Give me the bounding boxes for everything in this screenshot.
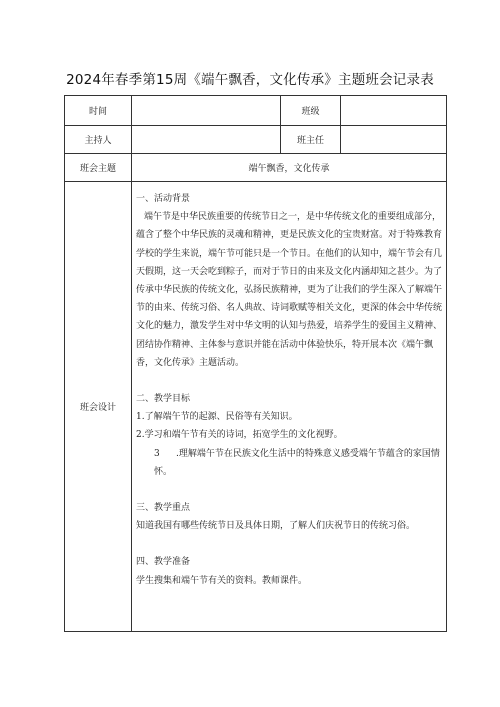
design-label: 班会设计 — [65, 182, 132, 632]
preparation-text: 学生搜集和端午节有关的资料。教师课件。 — [136, 575, 308, 586]
section-title-background: 一、活动背景 — [136, 194, 191, 204]
spacer — [136, 372, 442, 390]
design-content — [132, 182, 447, 632]
goal-item-3 — [136, 445, 442, 481]
row-time-class — [65, 96, 447, 126]
host-value — [132, 126, 281, 154]
focus-text: 知道我国有哪些传统节日及具体日期，了解人们庆祝节日的传统习俗。 — [136, 521, 416, 532]
row-design — [65, 182, 447, 632]
class-value — [341, 96, 447, 126]
section-title-goals: 二、教学目标 — [136, 394, 191, 405]
goal-item-2: 2.学习和端午节有关的诗词，拓宽学生的文化视野。 — [136, 430, 343, 441]
section-title-focus: 三、教学重点 — [136, 503, 191, 514]
time-value — [132, 96, 281, 126]
goal-3-text: .理解端午节在民族文化生活中的特殊意义感受端午节蕴含的家国情怀。 — [154, 448, 440, 477]
class-label: 班级 — [281, 96, 341, 126]
row-host-teacher — [65, 126, 447, 154]
time-label: 时间 — [65, 96, 132, 126]
background-text: 端午节是中华民族重要的传统节日之一，是中华传统文化的重要组成部分，蕴含了整个中华民族的灵魂和精神，更是民族文化的宝贵财富。对于特殊教育学校的学生来说，端午节可能只是一个节日。在他们的认知中，端午节会有几天假期，这一天会吃到粽子，而对于节日的由来及文化内涵却知之甚少。为了传承中华民族的传统文化，弘扬民族精神，更为了让我们的学生深入了解端午节的由来、传统习俗、名人典故、诗词歌赋等相关文化，更深的体会中华传统文化的魅力，激发学生对中华文明的认知与热爱，培养学生的爱国主义精神、团结协作精神、主体参与意识并能在活动中体验快乐，特开展本次《端午飘香，文化传承》主题活动。 — [136, 212, 443, 368]
goal-3-number: 3 — [154, 448, 160, 459]
section-title-preparation: 四、教学准备 — [136, 557, 191, 568]
goal-item-1: 1.了解端午节的起源、民俗等有关知识。 — [136, 412, 298, 423]
spacer — [136, 481, 442, 499]
teacher-label: 班主任 — [281, 126, 341, 154]
host-label: 主持人 — [65, 126, 132, 154]
theme-label: 班会主题 — [65, 154, 132, 182]
theme-value: 端午飘香，文化传承 — [132, 154, 447, 182]
spacer — [136, 535, 442, 553]
teacher-value — [341, 126, 447, 154]
record-table — [64, 95, 447, 632]
row-theme — [65, 154, 447, 182]
page-title: 2024年春季第15周《端午飘香，文化传承》主题班会记录表 — [66, 72, 434, 88]
